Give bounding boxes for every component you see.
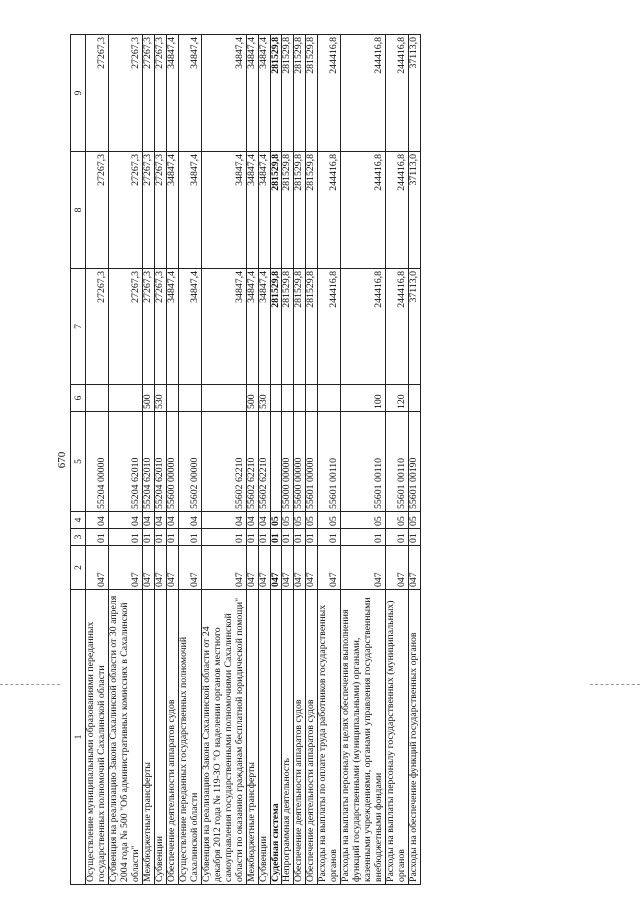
row-admin-code: 047	[270, 546, 282, 590]
row-subsection: 04	[142, 512, 154, 529]
row-name: Межбюджетные трансферты	[142, 590, 154, 885]
table-row	[246, 35, 258, 885]
row-amount-col9: 34847,4	[258, 35, 270, 152]
row-name: Обеспечение деятельности аппаратов судов	[294, 590, 306, 885]
row-amount-col8: 34847,4	[201, 152, 246, 269]
row-admin-code: 047	[201, 546, 246, 590]
row-amount-col7: 27267,3	[108, 269, 142, 385]
table-row	[341, 35, 386, 885]
row-name: Субвенция на реализацию Закона Сахалинской области от 24 декабря 2012 года № 119-ЗО "О наделении органов местного самоуправления государственными полномочиями Сахалинской области по оказанию гражданам бесплатной юридической помощи"	[201, 590, 246, 885]
budget-table	[70, 34, 421, 885]
col-header: 3	[71, 529, 86, 546]
row-amount-col9: 244416,8	[341, 35, 386, 152]
row-admin-code: 047	[409, 546, 421, 590]
row-amount-col8: 244416,8	[318, 152, 341, 269]
row-admin-code: 047	[178, 546, 201, 590]
row-admin-code: 047	[294, 546, 306, 590]
table-row	[306, 35, 318, 885]
table-row	[178, 35, 201, 885]
row-amount-col7: 34847,4	[166, 269, 178, 385]
row-amount-col8: 34847,4	[258, 152, 270, 269]
row-amount-col7: 244416,8	[386, 269, 409, 385]
row-name: Обеспечение деятельности аппаратов судов	[306, 590, 318, 885]
col-header: 4	[71, 512, 86, 529]
row-amount-col9: 281529,8	[282, 35, 294, 152]
row-section: 01	[318, 529, 341, 546]
row-section: 01	[201, 529, 246, 546]
row-amount-col7: 34847,4	[258, 269, 270, 385]
row-subsection: 04	[154, 512, 166, 529]
row-target-article: 55000 00000	[282, 412, 294, 512]
margin-dash-left	[0, 684, 60, 685]
row-name: Субвенция на реализацию Закона Сахалинской области от 30 апреля 2004 года № 500 "Об административных комиссиях в Сахалинской области"	[108, 590, 142, 885]
col-header: 6	[71, 385, 86, 412]
row-target-article: 55600 00000	[166, 412, 178, 512]
row-amount-col8: 281529,8	[282, 152, 294, 269]
row-subsection: 05	[409, 512, 421, 529]
row-target-article: 55602 62210	[258, 412, 270, 512]
row-amount-col9: 27267,3	[142, 35, 154, 152]
table-row	[154, 35, 166, 885]
row-expense-type	[108, 385, 142, 412]
row-subsection: 05	[270, 512, 282, 529]
row-amount-col8: 27267,3	[154, 152, 166, 269]
row-expense-type: 120	[386, 385, 409, 412]
row-amount-col8: 34847,4	[166, 152, 178, 269]
row-target-article: 55600 00000	[294, 412, 306, 512]
row-amount-col9: 27267,3	[86, 35, 109, 152]
row-amount-col9: 34847,4	[246, 35, 258, 152]
table-row	[282, 35, 294, 885]
row-amount-col9: 27267,3	[154, 35, 166, 152]
row-amount-col9: 34847,4	[178, 35, 201, 152]
row-admin-code: 047	[386, 546, 409, 590]
row-amount-col7: 244416,8	[341, 269, 386, 385]
row-amount-col7: 37113,0	[409, 269, 421, 385]
row-subsection: 05	[294, 512, 306, 529]
row-expense-type	[166, 385, 178, 412]
row-target-article: 55204 62010	[108, 412, 142, 512]
row-section: 01	[178, 529, 201, 546]
row-expense-type	[201, 385, 246, 412]
row-target-article: 55602 62210	[201, 412, 246, 512]
row-target-article: 55601 00110	[386, 412, 409, 512]
row-target-article: 55601 00000	[306, 412, 318, 512]
row-name: Непрограммная деятельность	[282, 590, 294, 885]
row-section: 01	[282, 529, 294, 546]
row-amount-col8: 281529,8	[270, 152, 282, 269]
table-row	[270, 35, 282, 885]
row-section: 01	[108, 529, 142, 546]
row-subsection: 05	[386, 512, 409, 529]
table-row	[318, 35, 341, 885]
row-section: 01	[409, 529, 421, 546]
row-expense-type	[282, 385, 294, 412]
row-name: Субвенции	[154, 590, 166, 885]
col-header: 9	[71, 35, 86, 152]
row-admin-code: 047	[306, 546, 318, 590]
row-expense-type	[270, 385, 282, 412]
row-subsection: 04	[201, 512, 246, 529]
row-target-article	[270, 412, 282, 512]
row-amount-col7: 281529,8	[294, 269, 306, 385]
row-amount-col9: 281529,8	[306, 35, 318, 152]
row-amount-col7: 281529,8	[282, 269, 294, 385]
row-target-article: 55601 00190	[409, 412, 421, 512]
row-target-article: 55204 62010	[154, 412, 166, 512]
table-row	[294, 35, 306, 885]
row-amount-col7: 244416,8	[318, 269, 341, 385]
row-amount-col9: 34847,4	[166, 35, 178, 152]
row-amount-col9: 281529,8	[294, 35, 306, 152]
row-amount-col7: 27267,3	[154, 269, 166, 385]
row-expense-type: 530	[258, 385, 270, 412]
row-name: Расходы на выплаты персоналу в целях обеспечения выполнения функций государственными (муниципальными) органами, казенными учреждениями, органами управления государственными внебюджетными фондами	[341, 590, 386, 885]
row-amount-col8: 34847,4	[178, 152, 201, 269]
col-header: 5	[71, 412, 86, 512]
table-row	[258, 35, 270, 885]
row-admin-code: 047	[142, 546, 154, 590]
row-subsection: 04	[108, 512, 142, 529]
row-name: Субвенции	[258, 590, 270, 885]
row-admin-code: 047	[318, 546, 341, 590]
table-row	[86, 35, 109, 885]
row-amount-col7: 34847,4	[201, 269, 246, 385]
row-expense-type: 500	[142, 385, 154, 412]
row-subsection: 04	[178, 512, 201, 529]
row-amount-col8: 27267,3	[142, 152, 154, 269]
table-row	[166, 35, 178, 885]
row-subsection: 04	[246, 512, 258, 529]
row-admin-code: 047	[154, 546, 166, 590]
row-admin-code: 047	[108, 546, 142, 590]
row-section: 01	[142, 529, 154, 546]
table-row	[201, 35, 246, 885]
row-name: Расходы на обеспечение функций государственных органов	[409, 590, 421, 885]
header-row	[71, 35, 86, 885]
row-target-article: 55204 00000	[86, 412, 109, 512]
row-amount-col8: 37113,0	[409, 152, 421, 269]
row-expense-type	[306, 385, 318, 412]
row-amount-col9: 37113,0	[409, 35, 421, 152]
row-subsection: 05	[282, 512, 294, 529]
row-expense-type	[409, 385, 421, 412]
rotated-table-sheet	[58, 35, 598, 885]
row-admin-code: 047	[166, 546, 178, 590]
row-admin-code: 047	[86, 546, 109, 590]
row-amount-col9: 281529,8	[270, 35, 282, 152]
row-admin-code: 047	[341, 546, 386, 590]
row-amount-col8: 244416,8	[386, 152, 409, 269]
col-header: 8	[71, 152, 86, 269]
row-amount-col8: 281529,8	[306, 152, 318, 269]
row-section: 01	[246, 529, 258, 546]
row-target-article: 55601 00110	[318, 412, 341, 512]
row-amount-col7: 34847,4	[246, 269, 258, 385]
row-name: Осуществление муниципальными образованиями переданных государственных полномочий Сахалинской области	[86, 590, 109, 885]
row-expense-type: 100	[341, 385, 386, 412]
row-subsection: 04	[166, 512, 178, 529]
row-subsection: 04	[86, 512, 109, 529]
row-section: 01	[294, 529, 306, 546]
row-name: Межбюджетные трансферты	[246, 590, 258, 885]
row-amount-col8: 27267,3	[108, 152, 142, 269]
row-expense-type: 530	[154, 385, 166, 412]
row-name: Расходы на выплаты по оплате труда работников государственных органов	[318, 590, 341, 885]
row-amount-col8: 281529,8	[294, 152, 306, 269]
row-subsection: 05	[306, 512, 318, 529]
row-section: 01	[386, 529, 409, 546]
row-admin-code: 047	[282, 546, 294, 590]
row-expense-type	[318, 385, 341, 412]
row-amount-col8: 27267,3	[86, 152, 109, 269]
row-subsection: 04	[258, 512, 270, 529]
row-section: 01	[86, 529, 109, 546]
col-header: 2	[71, 546, 86, 590]
row-name: Обеспечение деятельности аппаратов судов	[166, 590, 178, 885]
row-amount-col7: 27267,3	[86, 269, 109, 385]
row-admin-code: 047	[246, 546, 258, 590]
row-section: 01	[341, 529, 386, 546]
row-section: 01	[306, 529, 318, 546]
row-amount-col8: 244416,8	[341, 152, 386, 269]
row-admin-code: 047	[258, 546, 270, 590]
row-section: 01	[258, 529, 270, 546]
col-header: 7	[71, 269, 86, 385]
table-row	[108, 35, 142, 885]
row-name: Расходы на выплаты персоналу государственных (муниципальных) органов	[386, 590, 409, 885]
row-name: Судебная система	[270, 590, 282, 885]
row-amount-col7: 281529,8	[306, 269, 318, 385]
row-expense-type	[86, 385, 109, 412]
table-row	[142, 35, 154, 885]
page-number: 670	[56, 451, 68, 469]
row-amount-col7: 27267,3	[142, 269, 154, 385]
row-amount-col8: 34847,4	[246, 152, 258, 269]
row-amount-col7: 34847,4	[178, 269, 201, 385]
row-amount-col9: 244416,8	[318, 35, 341, 152]
row-target-article: 55602 62210	[246, 412, 258, 512]
col-header: 1	[71, 590, 86, 885]
row-amount-col9: 244416,8	[386, 35, 409, 152]
row-expense-type	[294, 385, 306, 412]
row-subsection: 05	[318, 512, 341, 529]
table-row	[409, 35, 421, 885]
row-section: 01	[270, 529, 282, 546]
row-target-article: 55601 00110	[341, 412, 386, 512]
row-amount-col7: 281529,8	[270, 269, 282, 385]
row-subsection: 05	[341, 512, 386, 529]
row-target-article: 55204 62010	[142, 412, 154, 512]
row-section: 01	[154, 529, 166, 546]
row-amount-col9: 27267,3	[108, 35, 142, 152]
row-expense-type: 500	[246, 385, 258, 412]
row-name: Осуществление переданных государственных полномочий Сахалинской области	[178, 590, 201, 885]
row-target-article: 55602 00000	[178, 412, 201, 512]
row-section: 01	[166, 529, 178, 546]
row-amount-col9: 34847,4	[201, 35, 246, 152]
row-expense-type	[178, 385, 201, 412]
table-row	[386, 35, 409, 885]
